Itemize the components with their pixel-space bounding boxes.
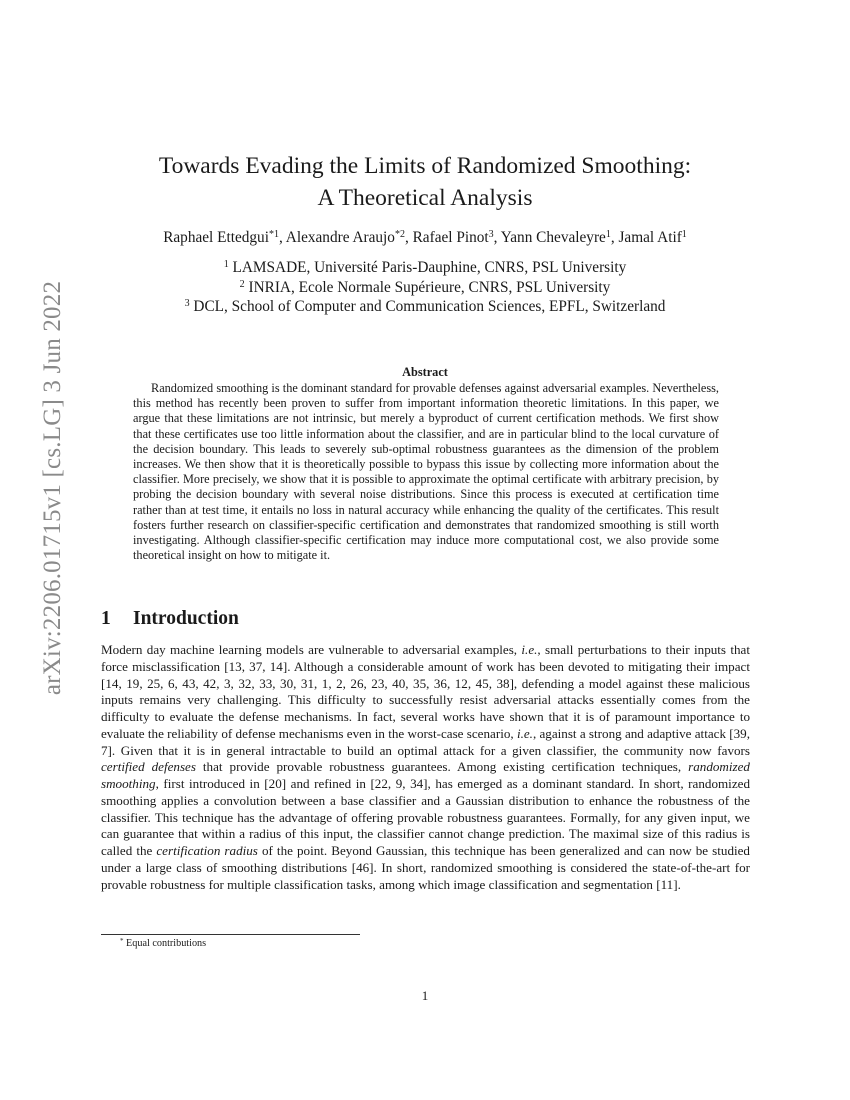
text-run: , first introduced in [20] and refined in [22, 9, 34], has emerged as a dominant standard. In short, randomized smoothing applies a convolution between a base classifier and a Gaussian distribution to enhance the robustness of the classifier. This technique has the advantage of offering provable robustness guarantees. Formally, for any given input, we can guarantee that within a radius of this input, the classifier cannot change prediction. The maximal size of this radius is called the (101, 776, 750, 858)
section-title: Introduction (133, 608, 239, 629)
introduction-paragraph (101, 642, 750, 893)
text-run: that provide provable robustness guarantees. Among existing certification techniques, (195, 759, 689, 775)
emphasized-term: certified defenses (101, 759, 196, 775)
author: Jamal Atif$^1$ (618, 229, 687, 246)
affiliation: $^3$ DCL, School of Computer and Communication Sciences, EPFL, Switzerland (184, 298, 666, 315)
footnote (120, 938, 206, 949)
text-run: , small perturbations to their inputs that force misclassification [13, 37, 14]. Although a considerable amount of work has been devoted to mitigating their impact [14, 19, 25, 6, 43, 42, 3, 32, 33, 30, 31, 1, 2, 26, 23, 40, 35, 36, 12, 45, 38], defending a model against these malicious inputs remains very challenging. This difficulty to successfully resist adversarial attacks essentially comes from the difficulty to evaluate the defense mechanisms. In fact, several works have shown that it is of paramount importance to evaluate the reliability of defense mechanisms even in the worst-case scenario, (101, 642, 750, 741)
title-line-2: A Theoretical Analysis (317, 185, 533, 211)
abstract-heading: Abstract (402, 365, 448, 379)
footnote-mark: * (120, 937, 124, 945)
author-list (0, 228, 850, 248)
footnote-text: Equal contributions (126, 938, 207, 949)
emphasized-term: i.e. (521, 642, 538, 657)
affiliation-list (0, 258, 850, 317)
affiliation: $^1$ LAMSADE, Université Paris-Dauphine, CNRS, PSL University (223, 259, 627, 276)
abstract-body: Randomized smoothing is the dominant standard for provable defenses against adversarial examples. Nevertheless, this method has recently been proven to suffer from important information theoretic limitations. In this paper, we argue that these limitations are not intrinsic, but merely a byproduct of current certification methods. We first show that these certificates use too little information about the classifier, and are in particular blind to the local curvature of the decision boundary. This leads to severely sub-optimal robustness guarantees as the dimension of the problem increases. We then show that it is theoretically possible to bypass this issue by collecting more information about the classifier. More precisely, we show that it is possible to approximate the optimal certificate with arbitrary precision, by probing the decision boundary with several noise distributions. Since this process is executed at certification time rather than at test time, it entails no loss in natural accuracy while enhancing the quality of the certificates. This result fosters further research on classifier-specific certification and demonstrates that randomized smoothing is still worth investigating. Although classifier-specific certification may induce more computational cost, we also provide some theoretical insight on how to mitigate it. (133, 381, 719, 563)
author: Yann Chevaleyre$^1$, (500, 229, 619, 246)
author: Rafael Pinot$^3$, (412, 229, 501, 246)
paper-title (0, 150, 850, 214)
emphasized-term: i.e. (516, 725, 533, 741)
section-number: 1 (101, 608, 111, 629)
arxiv-identifier-stamp: arXiv:2206.01715v1 [cs.LG] 3 Jun 2022 (39, 280, 66, 696)
author: Alexandre Araujo$^{*2}$, (285, 229, 413, 246)
affiliation: $^2$ INRIA, Ecole Normale Supérieure, CNRS, PSL University (239, 278, 611, 296)
page-number: 1 (421, 988, 429, 1003)
text-run: Modern day machine learning models are vulnerable to adversarial examples, (101, 642, 522, 657)
footnote-divider (101, 934, 360, 935)
emphasized-term: randomized smoothing (101, 759, 750, 791)
section-heading-introduction (101, 608, 239, 630)
title-line-1: Towards Evading the Limits of Randomized Smoothing: (158, 153, 692, 179)
author: Raphael Ettedgui$^{*1}$, (163, 229, 286, 246)
text-run: of the point. Beyond Gaussian, this technique has been generalized and can now be studied under a large class of smoothing distributions [46]. In short, randomized smoothing is considered the state-of-the-art for provable robustness for multiple classification tasks, among which image classification and segmentation [11]. (101, 843, 750, 892)
text-run: , against a strong and adaptive attack [39, 7]. Given that it is in general intractable to build an optimal attack for a given classifier, the community now favors (101, 725, 751, 758)
emphasized-term: certification radius (156, 843, 258, 858)
